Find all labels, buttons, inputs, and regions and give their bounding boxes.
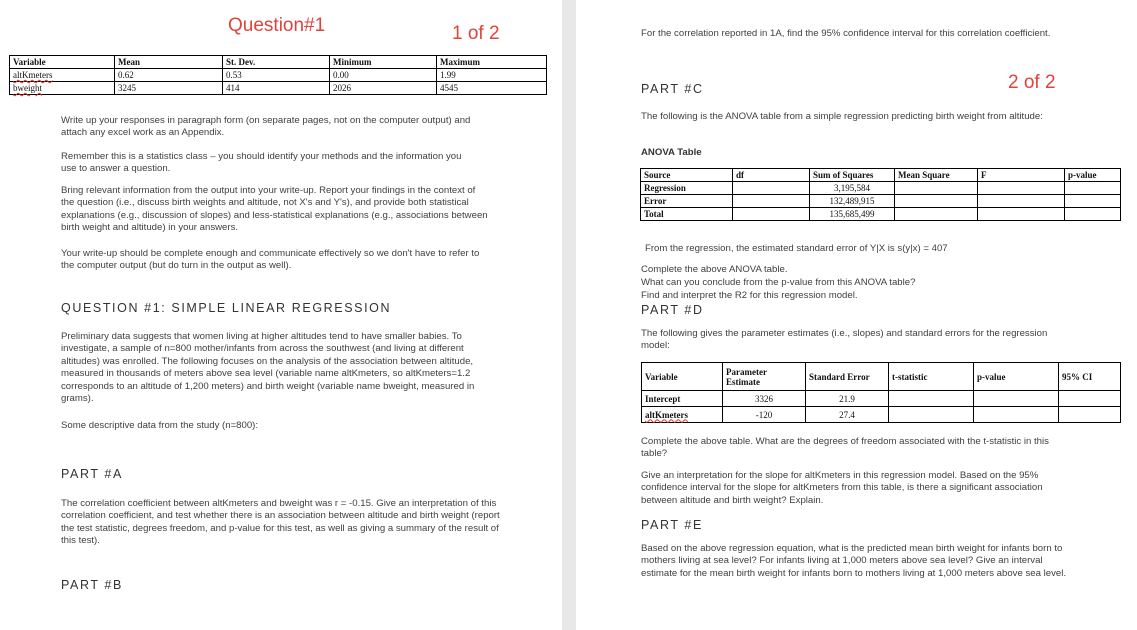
table-header: Variable bbox=[10, 56, 115, 69]
anova-task-3: Find and interpret the R2 for this regression model. bbox=[641, 290, 858, 301]
table-cell bbox=[889, 391, 974, 407]
table-cell bbox=[1065, 182, 1121, 195]
study-description: Preliminary data suggests that women living at higher altitudes tend to have smaller babies. To investigate, a sample of n=800 mother/infants from across the southwest (and living at different altitudes) was enrolled. The following focuses on the analysis of the association between altitude, measured in thousands of meters above sea level (variable name altKmeters, so altKmeters=1.2 corresponds to an altitude of 1,200 meters) and birth weight (variable name bweight, measured in grams). bbox=[61, 331, 475, 405]
table-cell bbox=[895, 195, 978, 208]
table-cell bbox=[733, 208, 810, 221]
part-e-heading: PART #E bbox=[641, 518, 703, 532]
table-cell: 0.00 bbox=[330, 69, 437, 82]
part-d-heading: PART #D bbox=[641, 303, 704, 317]
anova-task-2: What can you conclude from the p-value from this ANOVA table? bbox=[641, 277, 916, 288]
table-cell bbox=[1065, 208, 1121, 221]
table-row bbox=[10, 82, 547, 95]
table-cell: Error bbox=[641, 195, 733, 208]
table-header: Standard Error bbox=[806, 363, 889, 391]
parameter-estimates-table bbox=[641, 362, 1121, 423]
table-cell: 1.99 bbox=[437, 69, 547, 82]
table-cell: 2026 bbox=[330, 82, 437, 95]
table-header: Mean bbox=[115, 56, 223, 69]
table-cell bbox=[978, 182, 1065, 195]
standard-error-note: From the regression, the estimated standard error of Y|X is s(y|x) = 407 bbox=[645, 243, 948, 254]
descriptive-stats-table bbox=[9, 55, 547, 95]
table-cell: Total bbox=[641, 208, 733, 221]
part-b-text: For the correlation reported in 1A, find the 95% confidence interval for this correlation coefficient. bbox=[641, 28, 1051, 39]
table-header: p-value bbox=[1065, 169, 1121, 182]
anova-task-1: Complete the above ANOVA table. bbox=[641, 264, 788, 275]
table-cell: 135,685,499 bbox=[810, 208, 895, 221]
table-cell: altKmeters bbox=[10, 69, 115, 82]
table-header-row bbox=[642, 363, 1121, 391]
table-header: F bbox=[978, 169, 1065, 182]
part-d-task-1: Complete the above table. What are the degrees of freedom associated with the t-statistic in this table? bbox=[641, 436, 1049, 460]
table-cell bbox=[1059, 407, 1121, 423]
table-row bbox=[641, 182, 1121, 195]
table-cell bbox=[974, 391, 1059, 407]
instruction-paragraph: Bring relevant information from the output into your write-up. Report your findings in the context of the question (i.e., discuss birth weights and altitude, not X's and Y's), and provide both statistical explanations (e.g., discussion of slopes) and less-statistical explanations (e.g., associations between birth weight and altitude) in your answers. bbox=[61, 185, 488, 234]
anova-title: ANOVA Table bbox=[641, 147, 702, 158]
table-cell: 21.9 bbox=[806, 391, 889, 407]
table-row bbox=[10, 69, 547, 82]
table-cell bbox=[978, 195, 1065, 208]
table-cell: 132,489,915 bbox=[810, 195, 895, 208]
table-cell: altKmeters bbox=[642, 407, 723, 423]
part-e-text: Based on the above regression equation, what is the predicted mean birth weight for infants born to mothers living at sea level? For infants living at 1,000 meters above sea level? Give an interval estimate for the mean birth weight for infants born to mothers living at 1,000 meters above sea level. bbox=[641, 543, 1067, 579]
table-cell: 4545 bbox=[437, 82, 547, 95]
table-row bbox=[642, 391, 1121, 407]
table-cell: 3,195,584 bbox=[810, 182, 895, 195]
table-cell: 3245 bbox=[115, 82, 223, 95]
table-cell: 3326 bbox=[723, 391, 806, 407]
part-a-text: The correlation coefficient between altKmeters and bweight was r = -0.15. Give an interpretation of this correlation coefficient, and test whether there is an association between altitude and birth weight (report the test statistic, degrees freedom, and p-value for this test, as well as giving a summary of the result of this test). bbox=[61, 498, 500, 547]
table-cell: 0.62 bbox=[115, 69, 223, 82]
table-cell: bweight bbox=[10, 82, 115, 95]
page-marker-2: 2 of 2 bbox=[1008, 72, 1056, 93]
document-page-2 bbox=[576, 0, 1137, 630]
table-header: Mean Square bbox=[895, 169, 978, 182]
part-b-heading: PART #B bbox=[61, 578, 123, 592]
part-a-heading: PART #A bbox=[61, 467, 123, 481]
table-cell: 414 bbox=[223, 82, 330, 95]
table-cell bbox=[974, 407, 1059, 423]
table-header: Sum of Squares bbox=[810, 169, 895, 182]
table-header: 95% CI bbox=[1059, 363, 1121, 391]
table-cell bbox=[895, 182, 978, 195]
question-label: Question#1 bbox=[228, 15, 326, 36]
table-cell bbox=[895, 208, 978, 221]
table-cell bbox=[978, 208, 1065, 221]
anova-table bbox=[640, 168, 1121, 221]
table-cell bbox=[1065, 195, 1121, 208]
descriptive-intro: Some descriptive data from the study (n=800): bbox=[61, 420, 259, 431]
table-header: Variable bbox=[642, 363, 723, 391]
table-cell: 0.53 bbox=[223, 69, 330, 82]
table-row bbox=[641, 195, 1121, 208]
table-cell: Intercept bbox=[642, 391, 723, 407]
table-header: Source bbox=[641, 169, 733, 182]
instruction-paragraph: Remember this is a statistics class – you should identify your methods and the information you use to answer a question. bbox=[61, 151, 462, 175]
table-header: Parameter Estimate bbox=[723, 363, 806, 391]
part-c-text: The following is the ANOVA table from a simple regression predicting birth weight from altitude: bbox=[641, 111, 1043, 122]
section-title: QUESTION #1: SIMPLE LINEAR REGRESSION bbox=[61, 301, 392, 315]
table-row bbox=[642, 407, 1121, 423]
page-marker-1: 1 of 2 bbox=[452, 23, 500, 44]
table-row bbox=[641, 208, 1121, 221]
table-header: df bbox=[733, 169, 810, 182]
part-d-task-2: Give an interpretation for the slope for altKmeters in this regression model. Based on the 95% confidence interval for the slope for altKmeters from this table, is there a significant association between altitude and birth weight? Explain. bbox=[641, 470, 1043, 506]
table-header-row bbox=[10, 56, 547, 69]
table-cell bbox=[733, 195, 810, 208]
table-cell bbox=[733, 182, 810, 195]
part-c-heading: PART #C bbox=[641, 82, 704, 96]
table-header: Minimum bbox=[330, 56, 437, 69]
table-header: t-statistic bbox=[889, 363, 974, 391]
table-cell: Regression bbox=[641, 182, 733, 195]
table-header-row bbox=[641, 169, 1121, 182]
instruction-paragraph: Your write-up should be complete enough and communicate effectively so we don't have to refer to the computer output (but do turn in the output as well). bbox=[61, 248, 480, 272]
table-header: Maximum bbox=[437, 56, 547, 69]
part-d-text: The following gives the parameter estimates (i.e., slopes) and standard errors for the regression model: bbox=[641, 328, 1048, 352]
table-header: St. Dev. bbox=[223, 56, 330, 69]
table-cell bbox=[889, 407, 974, 423]
table-header: p-value bbox=[974, 363, 1059, 391]
instruction-paragraph: Write up your responses in paragraph form (on separate pages, not on the computer output) and attach any excel work as an Appendix. bbox=[61, 115, 471, 139]
table-cell: 27.4 bbox=[806, 407, 889, 423]
document-page-1 bbox=[0, 0, 562, 630]
table-cell: -120 bbox=[723, 407, 806, 423]
table-cell bbox=[1059, 391, 1121, 407]
